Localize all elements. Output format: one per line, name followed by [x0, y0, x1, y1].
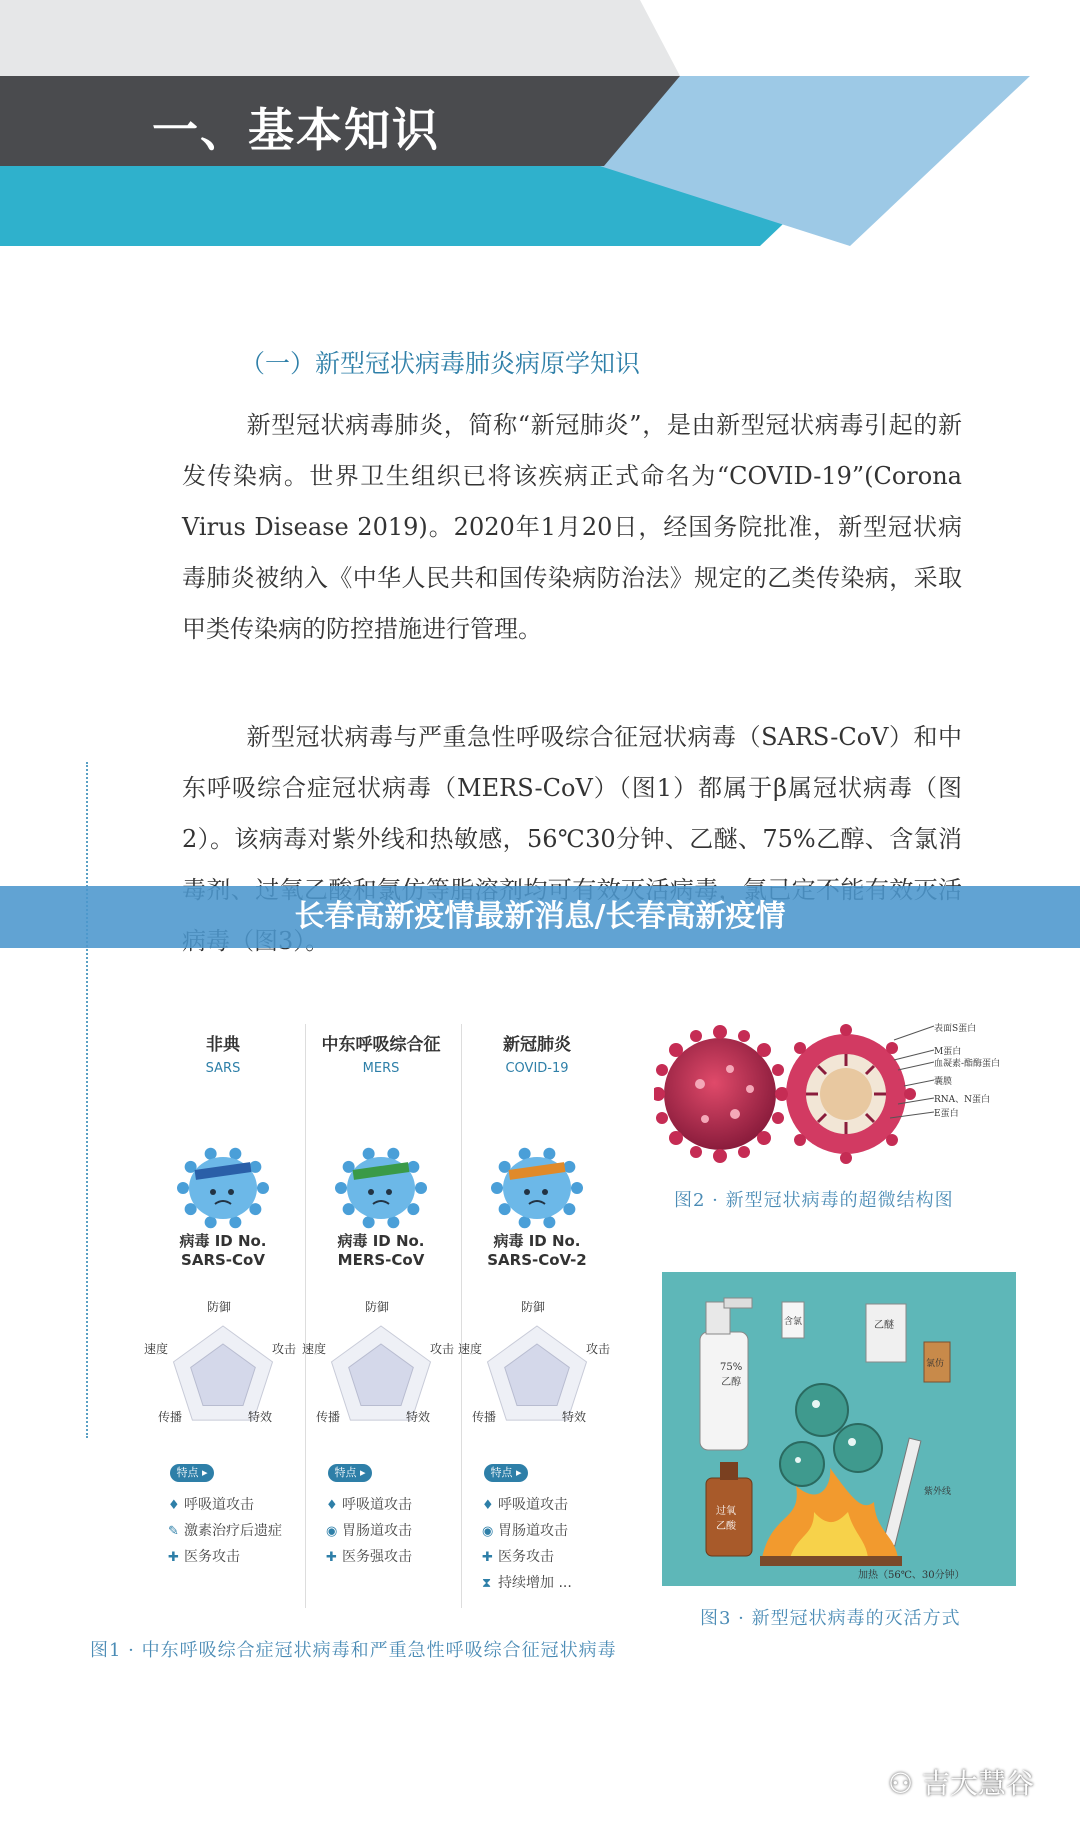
virus-mascot-icon: [173, 1140, 273, 1230]
feature-tag: 特点 ▸: [170, 1464, 214, 1482]
watermark-text: 吉大慧谷: [922, 1767, 1035, 1800]
feature-item: [326, 1546, 412, 1566]
chlorine-label: 含氯: [784, 1317, 803, 1327]
feature-item: [326, 1520, 412, 1540]
feature-item: [482, 1572, 572, 1592]
virus-name-en: COVID-19: [505, 1061, 569, 1076]
virus-mascot-icon: [331, 1140, 431, 1230]
watermark: [888, 1762, 1034, 1802]
fig2-label: 囊膜: [934, 1077, 953, 1087]
uv-label: 紫外线: [924, 1487, 952, 1497]
radar-axis-label: 特效: [406, 1410, 431, 1424]
virus-mascot-icon: [487, 1140, 587, 1230]
paragraph-1: 新型冠状病毒肺炎，简称“新冠肺炎”，是由新型冠状病毒引起的新发传染病。世界卫生组织已将该疾病正式命名为“COVID-19”(Corona Virus Disease 2019)。2020年1月20日，经国务院批准，新型冠状病毒肺炎被纳入《中华人民共和国传染病防治法》规定的乙类传染病，采取甲类传染病的防控措施进行管理。: [182, 411, 962, 643]
stomach-icon: ◉: [482, 1524, 494, 1539]
feature-item: [482, 1494, 568, 1514]
peracetic-label: 过氧 乙酸: [716, 1506, 736, 1532]
feature-item: [482, 1520, 568, 1540]
feature-item: [482, 1546, 554, 1566]
virus-name-zh: 新冠肺炎: [503, 1035, 571, 1055]
radar-axis-label: 特效: [248, 1410, 273, 1424]
fig2-label: 血凝素-酯酶蛋白: [934, 1059, 1001, 1069]
feature-item: [168, 1546, 240, 1566]
header-title: 一、基本知识: [152, 103, 440, 157]
dotted-rule: [86, 762, 88, 1438]
lungs-icon: ♦: [482, 1498, 494, 1513]
inactivation-art: [662, 1272, 1016, 1586]
radar-axis-label: 防御: [521, 1300, 546, 1314]
wechat-icon: ⚇: [888, 1767, 923, 1800]
figure-2-caption: 图2 · 新型冠状病毒的超微结构图: [674, 1190, 954, 1211]
coronavirus-illustration: [654, 1014, 954, 1174]
feature-text: 医务攻击: [498, 1549, 554, 1565]
virus-id: 病毒 ID No. SARS-CoV-2: [487, 1232, 587, 1269]
fig2-label: M蛋白: [934, 1047, 962, 1057]
paragraph-2: 新型冠状病毒与严重急性呼吸综合征冠状病毒（SARS-CoV）和中东呼吸综合症冠状病毒（MERS-CoV）（图1）都属于β属冠状病毒（图2）。该病毒对紫外线和热敏感，56℃30分钟、乙醚、75%乙醇、含氯消: [182, 723, 962, 853]
medkit-icon: ✚: [326, 1550, 337, 1565]
inactivation-illustration: [662, 1272, 1016, 1586]
figure-1-caption: 图1 · 中东呼吸综合症冠状病毒和严重急性呼吸综合征冠状病毒: [90, 1640, 617, 1661]
feature-item: [168, 1494, 254, 1514]
radar-axis-label: 攻击: [272, 1342, 297, 1356]
fig2-label: RNA、N蛋白: [934, 1095, 991, 1105]
fig2-label: E蛋白: [934, 1109, 959, 1119]
radar-axis-label: 传播: [316, 1410, 341, 1424]
feature-text: 胃肠道攻击: [342, 1523, 412, 1539]
radar-axis-label: 防御: [207, 1300, 232, 1314]
ethanol-label: 75% 乙醇: [720, 1362, 743, 1388]
feature-item: [326, 1494, 412, 1514]
feature-text: 医务强攻击: [342, 1549, 412, 1565]
feature-text: 激素治疗后遗症: [184, 1523, 282, 1539]
fig1-column-head: [148, 1030, 298, 1076]
radar-axis-label: 速度: [458, 1342, 483, 1356]
radar-axis-label: 防御: [365, 1300, 390, 1314]
fig1-column-head: [462, 1030, 612, 1076]
virus-id: 病毒 ID No. MERS-CoV: [337, 1232, 425, 1269]
stomach-icon: ◉: [326, 1524, 338, 1539]
feature-text: 呼吸道攻击: [498, 1497, 568, 1513]
radar-axis-label: 传播: [472, 1410, 497, 1424]
medkit-icon: ✚: [168, 1550, 179, 1565]
hourglass-icon: ⧗: [482, 1576, 492, 1591]
lungs-icon: ♦: [168, 1498, 180, 1513]
radar-axis-label: 攻击: [586, 1342, 611, 1356]
feature-text: 持续增加 ...: [498, 1575, 572, 1591]
radar-axis-label: 传播: [158, 1410, 183, 1424]
overlay-title-bar: [0, 886, 1080, 948]
virus-name-zh: 中东呼吸综合征: [321, 1035, 441, 1055]
medkit-icon: ✚: [482, 1550, 493, 1565]
figure-3-caption: 图3 · 新型冠状病毒的灭活方式: [700, 1608, 961, 1629]
radar-axis-label: 攻击: [430, 1342, 455, 1356]
virus-name-en: SARS: [205, 1061, 241, 1076]
radar-axis-label: 速度: [302, 1342, 327, 1356]
feature-text: 呼吸道攻击: [184, 1497, 254, 1513]
heat-label: 加热（56℃、30分钟）: [858, 1570, 965, 1581]
virus-name-zh: 非典: [206, 1035, 240, 1055]
lungs-icon: ♦: [326, 1498, 338, 1513]
feature-tag: 特点 ▸: [328, 1464, 372, 1482]
feature-text: 呼吸道攻击: [342, 1497, 412, 1513]
ether-label: 乙醚: [874, 1320, 894, 1331]
virus-id: 病毒 ID No. SARS-CoV: [179, 1232, 267, 1269]
fig2-label: 表面S蛋白: [934, 1024, 977, 1034]
section-title: （一）新型冠状病毒肺炎病原学知识: [240, 349, 641, 378]
feature-tag: 特点 ▸: [484, 1464, 528, 1482]
radar-axis-label: 特效: [562, 1410, 587, 1424]
feature-text: 胃肠道攻击: [498, 1523, 568, 1539]
virus-name-en: MERS: [362, 1061, 400, 1076]
radar-axis-label: 速度: [144, 1342, 169, 1356]
feature-item: [168, 1520, 282, 1540]
feature-text: 医务攻击: [184, 1549, 240, 1565]
syringe-icon: ✎: [168, 1524, 179, 1539]
fig1-column-head: [306, 1030, 456, 1076]
chloroform-label: 氯仿: [926, 1359, 945, 1369]
overlay-title: 长春高新疫情最新消息/长春高新疫情: [294, 899, 786, 934]
